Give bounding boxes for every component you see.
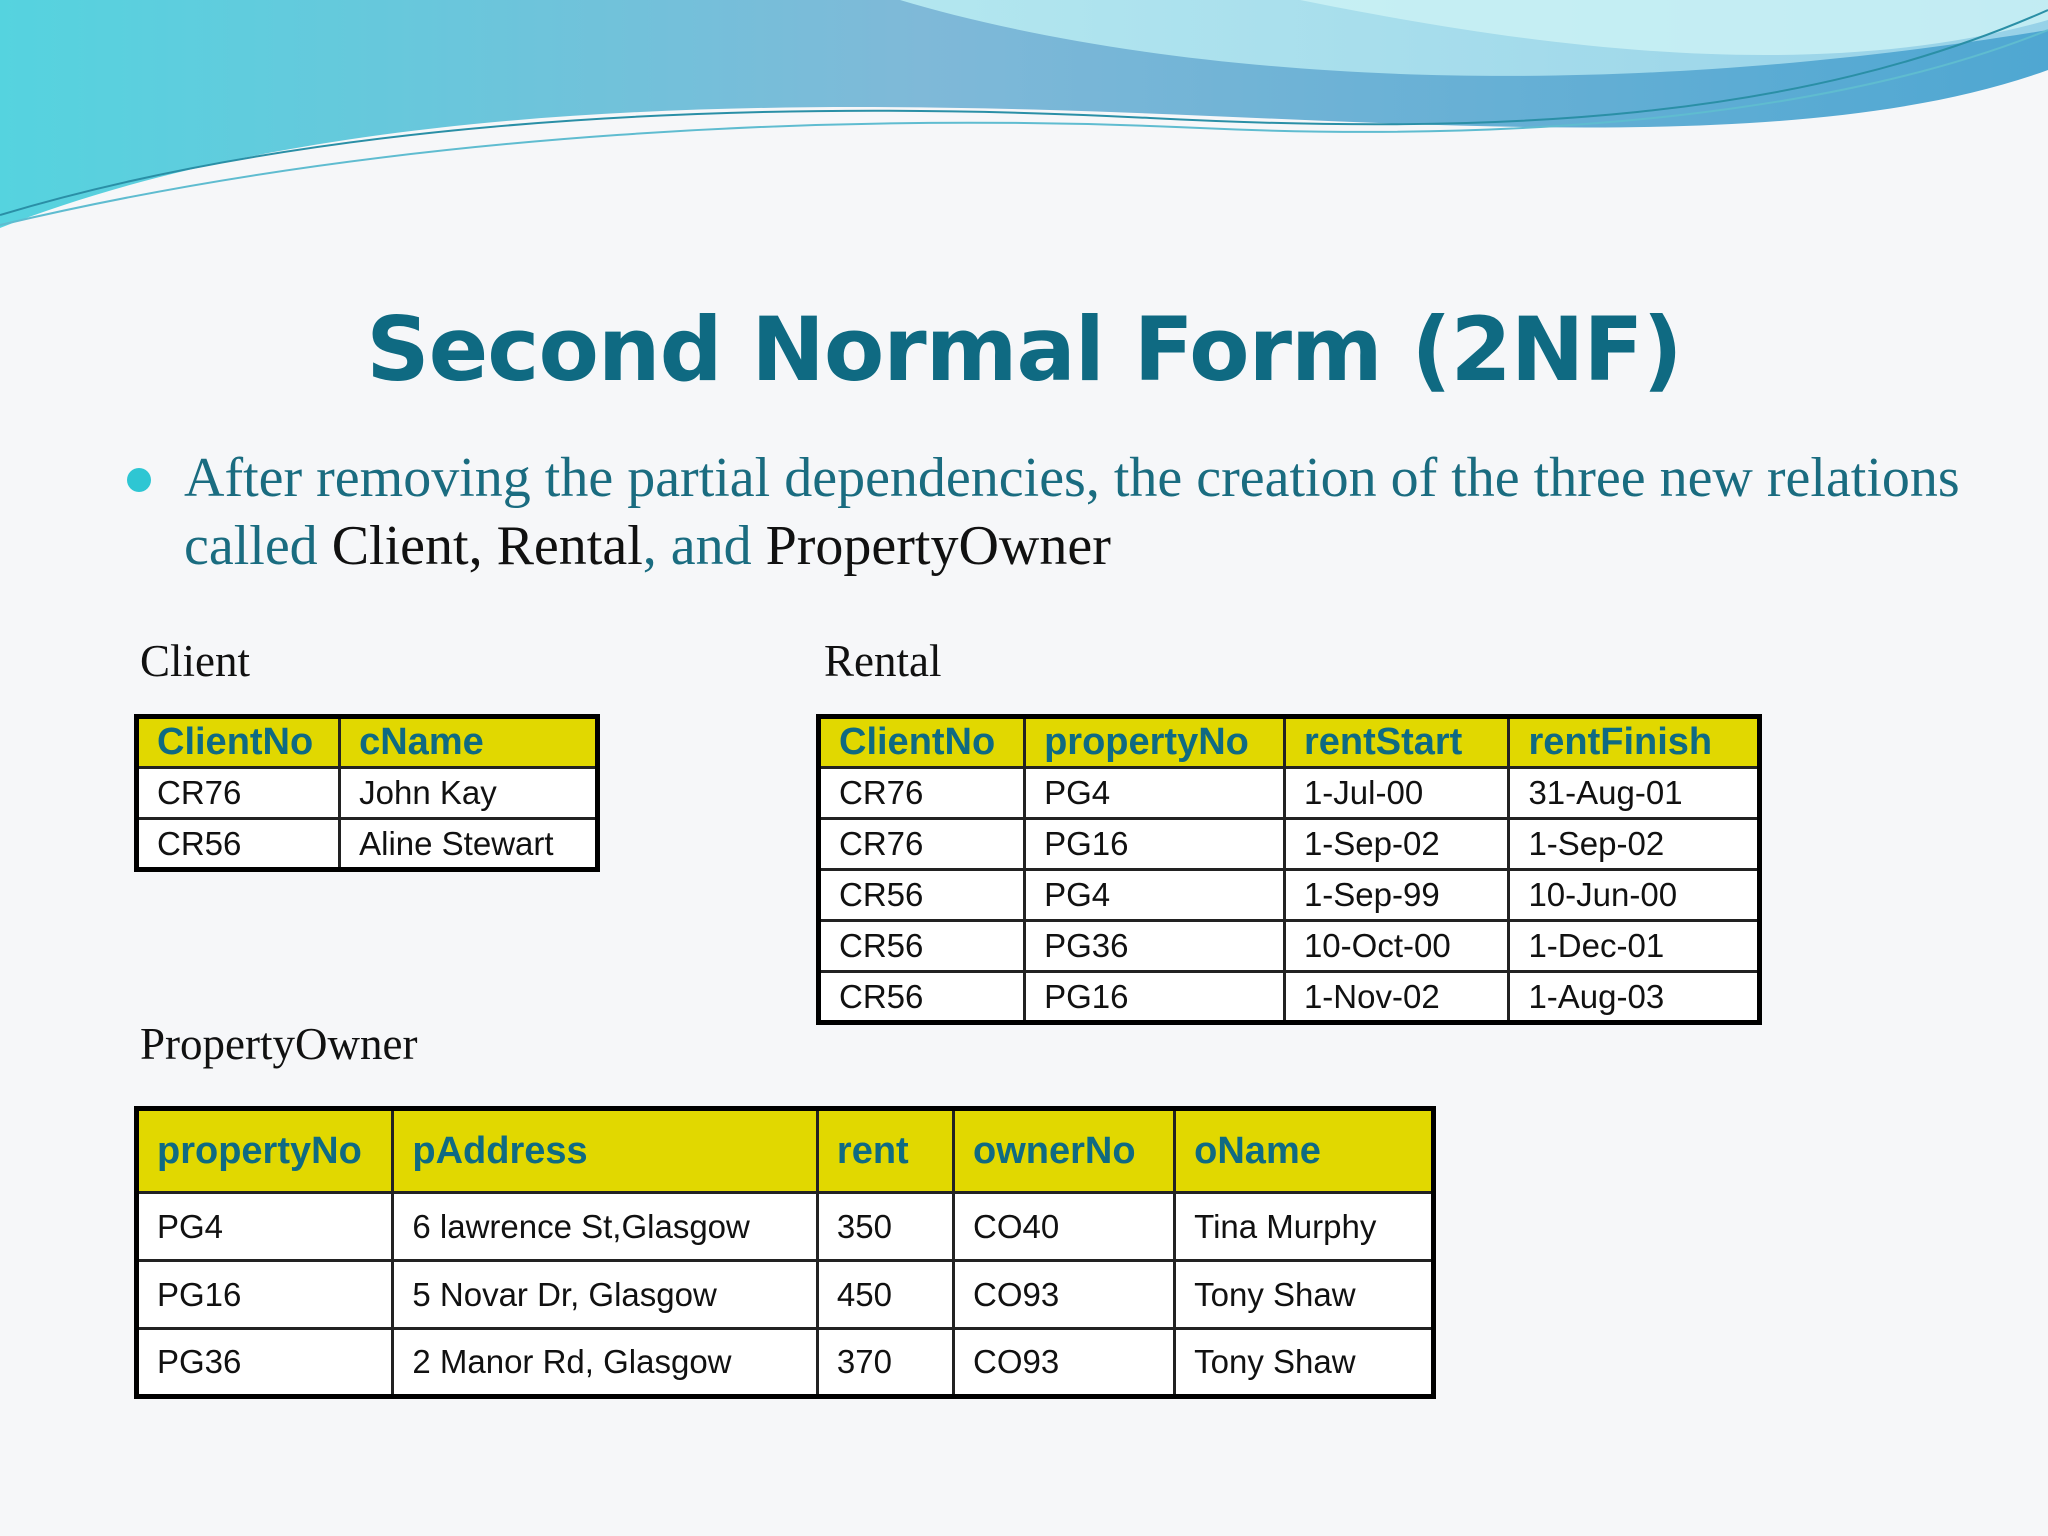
relation-name-propertyowner: PropertyOwner — [765, 515, 1111, 577]
table-cell: CR56 — [819, 921, 1025, 972]
table-cell: CR76 — [819, 819, 1025, 870]
table-cell: 1-Dec-01 — [1509, 921, 1760, 972]
table-cell: 1-Jul-00 — [1284, 768, 1509, 819]
bullet-text — [184, 444, 1974, 580]
table-cell: 1-Sep-02 — [1509, 819, 1760, 870]
table-cell: PG4 — [1025, 870, 1285, 921]
table-row — [819, 819, 1760, 870]
separator-comma: , — [468, 515, 497, 577]
table-cell: PG36 — [137, 1329, 393, 1397]
table-cell: 5 Novar Dr, Glasgow — [393, 1261, 818, 1329]
rental-table — [816, 714, 1762, 1025]
propertyowner-table — [134, 1106, 1436, 1399]
client-table — [134, 714, 600, 872]
column-header: pAddress — [393, 1109, 818, 1193]
table-row — [819, 921, 1760, 972]
slide-title: Second Normal Form (2NF) — [366, 298, 1682, 401]
table-row — [137, 1261, 1434, 1329]
column-header: propertyNo — [137, 1109, 393, 1193]
column-header: cName — [340, 717, 598, 768]
table-cell: 1-Nov-02 — [1284, 972, 1509, 1023]
table-cell: 1-Sep-99 — [1284, 870, 1509, 921]
table-header-row — [137, 1109, 1434, 1193]
propertyowner-caption: PropertyOwner — [140, 1019, 418, 1069]
decorative-wave-banner — [0, 0, 2048, 240]
table-cell: 370 — [817, 1329, 953, 1397]
table-row — [819, 972, 1760, 1023]
table-cell: Tina Murphy — [1175, 1193, 1434, 1261]
rental-caption: Rental — [824, 636, 942, 686]
table-cell: CO93 — [953, 1261, 1174, 1329]
table-cell: PG4 — [137, 1193, 393, 1261]
column-header: ownerNo — [953, 1109, 1174, 1193]
table-cell: CR56 — [819, 972, 1025, 1023]
table-cell: PG16 — [1025, 819, 1285, 870]
separator-and: , and — [642, 515, 766, 577]
table-cell: PG36 — [1025, 921, 1285, 972]
column-header: propertyNo — [1025, 717, 1285, 768]
client-caption: Client — [140, 636, 250, 686]
table-cell: 10-Oct-00 — [1284, 921, 1509, 972]
table-cell: CR56 — [137, 819, 340, 870]
table-cell: Aline Stewart — [340, 819, 598, 870]
column-header: rentFinish — [1509, 717, 1760, 768]
relation-name-rental: Rental — [496, 515, 643, 577]
table-cell: John Kay — [340, 768, 598, 819]
table-cell: 6 lawrence St,Glasgow — [393, 1193, 818, 1261]
column-header: ClientNo — [137, 717, 340, 768]
column-header: rent — [817, 1109, 953, 1193]
table-cell: 2 Manor Rd, Glasgow — [393, 1329, 818, 1397]
table-cell: 10-Jun-00 — [1509, 870, 1760, 921]
table-row — [137, 1329, 1434, 1397]
table-cell: PG16 — [1025, 972, 1285, 1023]
bullet-intro: After removing the partial dependencies, the creation of the three new relations called — [184, 447, 1960, 577]
table-cell: 31-Aug-01 — [1509, 768, 1760, 819]
relation-name-client: Client — [331, 515, 469, 577]
table-header-row — [137, 717, 598, 768]
column-header: ClientNo — [819, 717, 1025, 768]
column-header: rentStart — [1284, 717, 1509, 768]
table-cell: CO93 — [953, 1329, 1174, 1397]
bullet-dot-icon — [127, 468, 151, 492]
table-cell: CR56 — [819, 870, 1025, 921]
table-cell: Tony Shaw — [1175, 1261, 1434, 1329]
table-cell: CR76 — [819, 768, 1025, 819]
table-cell: CR76 — [137, 768, 340, 819]
table-row — [137, 1193, 1434, 1261]
column-header: oName — [1175, 1109, 1434, 1193]
table-cell: 450 — [817, 1261, 953, 1329]
table-cell: PG4 — [1025, 768, 1285, 819]
table-cell: PG16 — [137, 1261, 393, 1329]
table-cell: 1-Sep-02 — [1284, 819, 1509, 870]
table-header-row — [819, 717, 1760, 768]
table-row — [137, 768, 598, 819]
table-cell: 1-Aug-03 — [1509, 972, 1760, 1023]
table-cell: Tony Shaw — [1175, 1329, 1434, 1397]
table-row — [819, 870, 1760, 921]
table-row — [819, 768, 1760, 819]
table-cell: CO40 — [953, 1193, 1174, 1261]
table-row — [137, 819, 598, 870]
table-cell: 350 — [817, 1193, 953, 1261]
